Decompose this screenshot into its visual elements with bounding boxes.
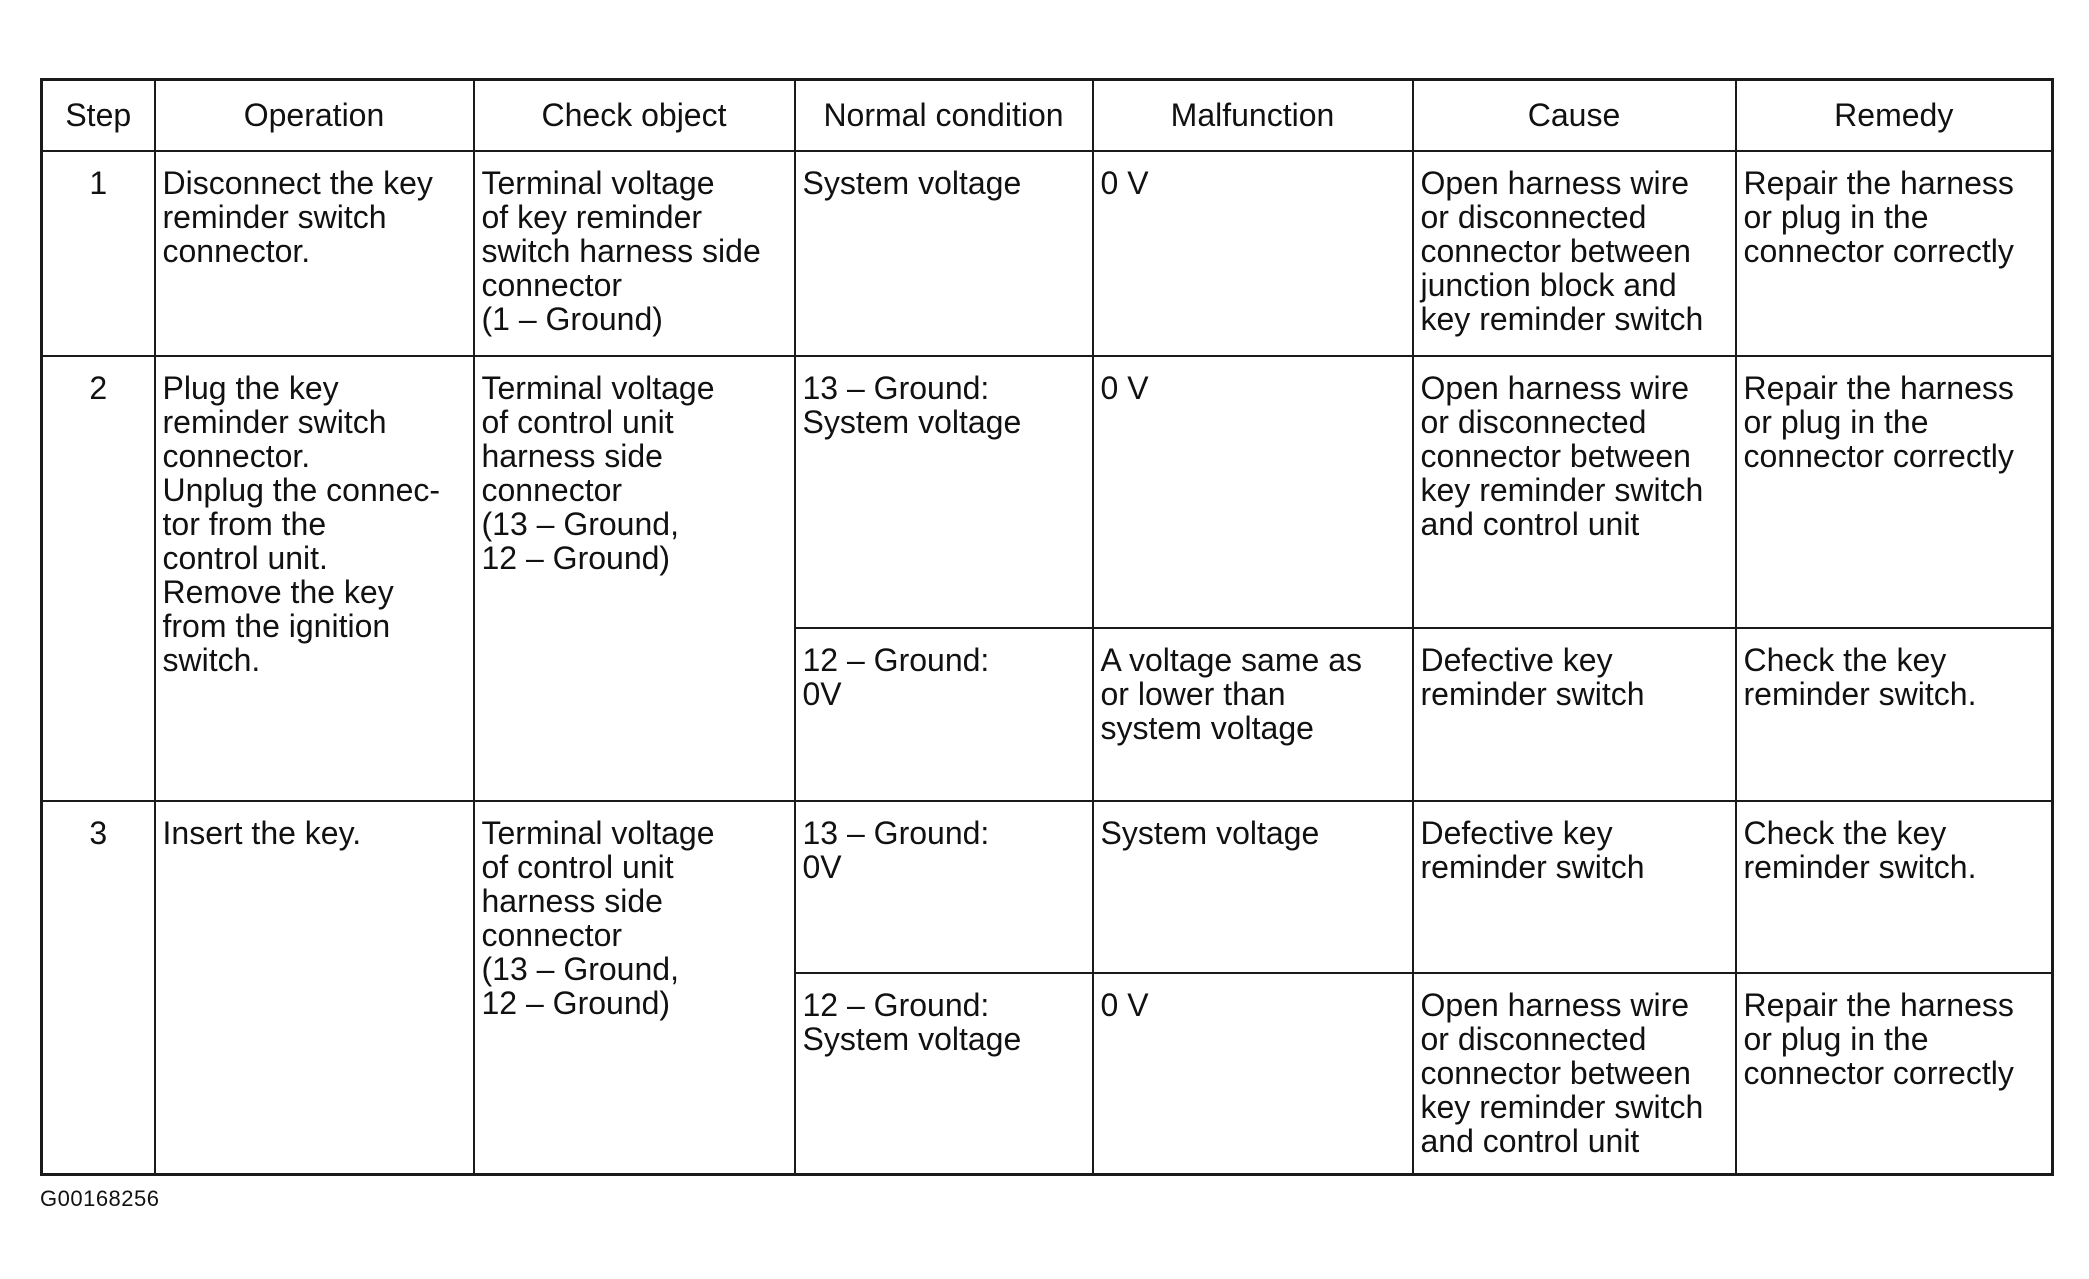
malfunction-cell: 0 V [1093, 973, 1413, 1175]
normal-condition-cell: 13 – Ground: 0V [795, 801, 1093, 973]
header-operation: Operation [155, 80, 474, 151]
figure-id: G00168256 [40, 1186, 160, 1211]
operation-cell: Plug the key reminder switch connector. Unplug the connec- tor from the control unit. Remove the key from the ignition switch. [155, 356, 474, 801]
malfunction-cell: System voltage [1093, 801, 1413, 973]
check-object-cell: Terminal voltage of control unit harness side connector (13 – Ground, 12 – Ground) [474, 801, 795, 1175]
header-row [42, 80, 2053, 151]
normal-condition-cell: System voltage [795, 151, 1093, 356]
malfunction-cell: 0 V [1093, 356, 1413, 628]
check-object-cell: Terminal voltage of key reminder switch harness side connector (1 – Ground) [474, 151, 795, 356]
normal-condition-cell: 12 – Ground: System voltage [795, 973, 1093, 1175]
cause-cell: Open harness wire or disconnected connector between key reminder switch and control unit [1413, 356, 1736, 628]
remedy-cell: Repair the harness or plug in the connector correctly [1736, 151, 2053, 356]
header-cause: Cause [1413, 80, 1736, 151]
remedy-cell: Repair the harness or plug in the connector correctly [1736, 973, 2053, 1175]
cause-cell: Open harness wire or disconnected connector between junction block and key reminder switch [1413, 151, 1736, 356]
malfunction-cell: A voltage same as or lower than system voltage [1093, 628, 1413, 801]
cause-cell: Defective key reminder switch [1413, 801, 1736, 973]
table-row-step-2a [42, 356, 2053, 628]
cause-cell: Open harness wire or disconnected connector between key reminder switch and control unit [1413, 973, 1736, 1175]
remedy-cell: Check the key reminder switch. [1736, 628, 2053, 801]
header-normal-condition: Normal condition [795, 80, 1093, 151]
header-step: Step [42, 80, 155, 151]
normal-condition-cell: 13 – Ground: System voltage [795, 356, 1093, 628]
table-row-step-3a [42, 801, 2053, 973]
step-number: 2 [42, 356, 155, 801]
header-malfunction: Malfunction [1093, 80, 1413, 151]
header-remedy: Remedy [1736, 80, 2053, 151]
remedy-cell: Repair the harness or plug in the connector correctly [1736, 356, 2053, 628]
malfunction-cell: 0 V [1093, 151, 1413, 356]
header-check-object: Check object [474, 80, 795, 151]
operation-cell: Insert the key. [155, 801, 474, 1175]
operation-cell: Disconnect the key reminder switch connector. [155, 151, 474, 356]
step-number: 1 [42, 151, 155, 356]
diagnosis-table [40, 78, 2054, 1176]
step-number: 3 [42, 801, 155, 1175]
table-row-step-1 [42, 151, 2053, 356]
remedy-cell: Check the key reminder switch. [1736, 801, 2053, 973]
check-object-cell: Terminal voltage of control unit harness side connector (13 – Ground, 12 – Ground) [474, 356, 795, 801]
normal-condition-cell: 12 – Ground: 0V [795, 628, 1093, 801]
cause-cell: Defective key reminder switch [1413, 628, 1736, 801]
